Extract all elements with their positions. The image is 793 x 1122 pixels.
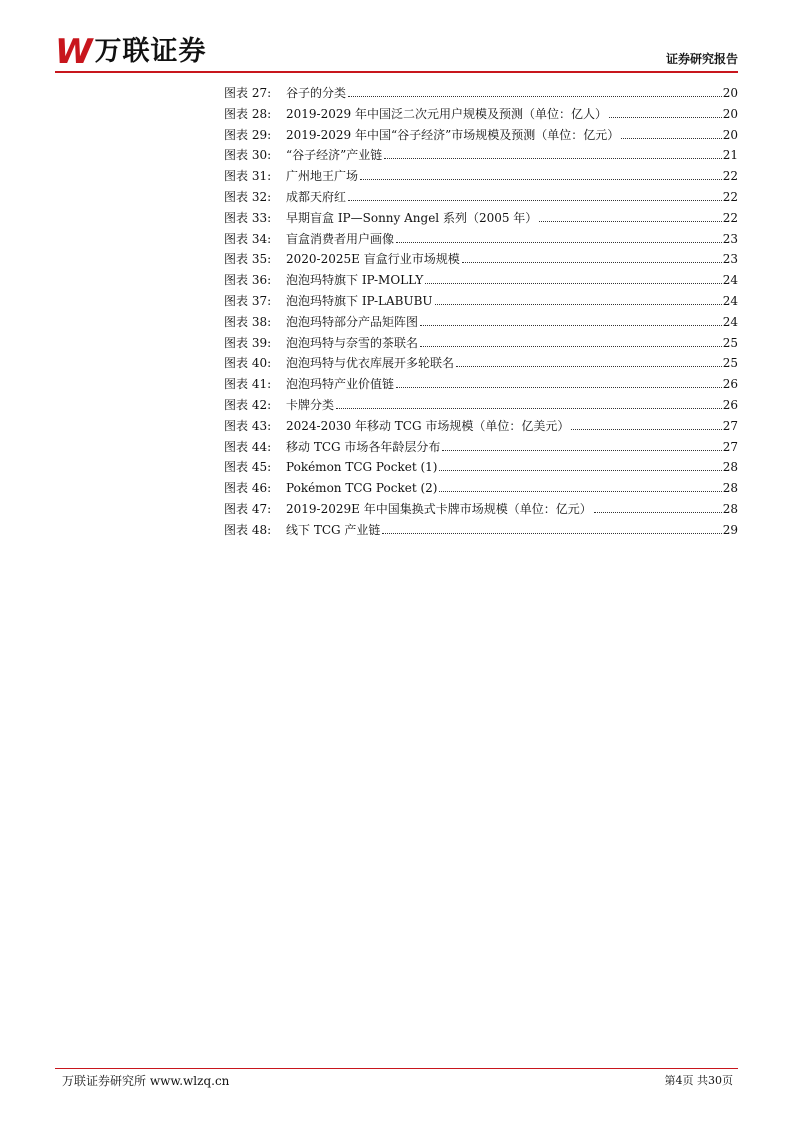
toc-leader-dots xyxy=(425,283,721,284)
toc-entry-number: 图表 48: xyxy=(224,522,272,537)
toc-entry-number: 图表 35: xyxy=(224,252,272,267)
toc-entry-page: 28 xyxy=(722,460,738,475)
toc-entry-page: 20 xyxy=(722,106,738,121)
toc-leader-dots xyxy=(336,408,722,409)
toc-entry-page: 23 xyxy=(722,252,738,267)
toc-leader-dots xyxy=(360,179,722,180)
footer-source: 万联证券研究所 www.wlzq.cn xyxy=(62,1074,230,1088)
toc-entry-title: 泡泡玛特与优衣库展开多轮联名 xyxy=(286,356,455,371)
toc-entry-page: 29 xyxy=(722,522,738,537)
page-number: 第4页 共30页 xyxy=(664,1074,733,1087)
toc-entry-number: 图表 33: xyxy=(224,210,272,225)
toc-entry-title: 2019-2029 年中国“谷子经济”市场规模及预测（单位：亿元） xyxy=(286,127,620,142)
logo-text: 万联证券 xyxy=(94,36,207,67)
toc-entry[interactable] xyxy=(224,353,738,374)
toc-entry[interactable] xyxy=(224,270,738,291)
toc-entry[interactable] xyxy=(224,208,738,229)
toc-entry-title: Pokémon TCG Pocket (2) xyxy=(286,481,438,496)
toc-entry-page: 20 xyxy=(722,127,738,142)
toc-entry-title: 泡泡玛特产业价值链 xyxy=(286,377,395,392)
toc-entry-page: 21 xyxy=(722,148,738,163)
toc-leader-dots xyxy=(420,325,722,326)
toc-entry-number: 图表 36: xyxy=(224,273,272,288)
toc-leader-dots xyxy=(435,304,722,305)
toc-entry[interactable] xyxy=(224,145,738,166)
toc-entry-title: 广州地王广场 xyxy=(286,169,359,184)
toc-entry-page: 28 xyxy=(722,501,738,516)
toc-leader-dots xyxy=(382,533,721,534)
toc-leader-dots xyxy=(439,491,721,492)
toc-entry-title: “谷子经济”产业链 xyxy=(286,148,383,163)
toc-leader-dots xyxy=(571,429,721,430)
toc-entry-page: 26 xyxy=(722,377,738,392)
toc-leader-dots xyxy=(439,470,721,471)
toc-entry-page: 20 xyxy=(722,86,738,100)
toc-leader-dots xyxy=(384,158,721,159)
toc-entry-page: 27 xyxy=(722,439,738,454)
toc-entry-number: 图表 41: xyxy=(224,377,272,392)
toc-entry-title: Pokémon TCG Pocket (1) xyxy=(286,460,438,475)
toc-entry-page: 23 xyxy=(722,231,738,246)
toc-entry[interactable] xyxy=(224,478,738,499)
toc-entry-title: 泡泡玛特旗下 IP-MOLLY xyxy=(286,273,424,288)
header-divider xyxy=(55,71,738,73)
toc-entry-title: 线下 TCG 产业链 xyxy=(286,522,381,537)
toc-leader-dots xyxy=(594,512,722,513)
toc-entry-title: 2024-2030 年移动 TCG 市场规模（单位：亿美元） xyxy=(286,418,570,433)
logo-mark: W xyxy=(55,32,91,72)
toc-entry-page: 22 xyxy=(722,189,738,204)
toc-entry-page: 24 xyxy=(722,273,738,288)
toc-entry[interactable] xyxy=(224,395,738,416)
toc-entry-page: 25 xyxy=(722,356,738,371)
toc-entry[interactable] xyxy=(224,437,738,458)
toc-leader-dots xyxy=(396,242,722,243)
toc-entry-number: 图表 31: xyxy=(224,169,272,184)
toc-entry[interactable] xyxy=(224,187,738,208)
toc-entry-title: 泡泡玛特与奈雪的茶联名 xyxy=(286,335,419,350)
toc-entry-title: 盲盒消费者用户画像 xyxy=(286,231,395,246)
toc-entry-number: 图表 45: xyxy=(224,460,272,475)
toc-entry[interactable] xyxy=(224,499,738,520)
toc-entry[interactable] xyxy=(224,374,738,395)
toc-entry-number: 图表 42: xyxy=(224,397,272,412)
toc-entry-number: 图表 30: xyxy=(224,148,272,163)
toc-entry[interactable] xyxy=(224,83,738,104)
toc-leader-dots xyxy=(420,346,722,347)
toc-entry-number: 图表 43: xyxy=(224,418,272,433)
toc-entry-title: 泡泡玛特部分产品矩阵图 xyxy=(286,314,419,329)
toc-entry-page: 24 xyxy=(722,314,738,329)
toc-entry-title: 早期盲盒 IP—Sonny Angel 系列（2005 年） xyxy=(286,210,538,225)
toc-entry[interactable] xyxy=(224,104,738,125)
toc-entry-title: 2019-2029E 年中国集换式卡牌市场规模（单位：亿元） xyxy=(286,501,592,516)
toc-entry[interactable] xyxy=(224,520,738,541)
toc-entry[interactable] xyxy=(224,312,738,333)
toc-entry-page: 26 xyxy=(722,397,738,412)
toc-entry-number: 图表 39: xyxy=(224,335,272,350)
toc-entry[interactable] xyxy=(224,291,738,312)
toc-entry-page: 22 xyxy=(722,210,738,225)
toc-leader-dots xyxy=(462,262,722,263)
toc-entry-number: 图表 37: xyxy=(224,293,272,308)
toc-entry-number: 图表 29: xyxy=(224,127,272,142)
toc-entry-number: 图表 28: xyxy=(224,106,272,121)
toc-entry-title: 卡牌分类 xyxy=(286,397,335,412)
report-type-label: 证券研究报告 xyxy=(665,52,738,66)
toc-entry[interactable] xyxy=(224,457,738,478)
toc-entry[interactable] xyxy=(224,416,738,437)
figure-index-list xyxy=(224,83,738,541)
toc-entry-page: 22 xyxy=(722,169,738,184)
toc-entry[interactable] xyxy=(224,249,738,270)
toc-entry-number: 图表 46: xyxy=(224,481,272,496)
toc-entry-page: 24 xyxy=(722,293,738,308)
toc-leader-dots xyxy=(348,96,722,97)
toc-entry-number: 图表 27: xyxy=(224,86,272,100)
toc-entry-title: 移动 TCG 市场各年龄层分布 xyxy=(286,439,441,454)
toc-entry-number: 图表 40: xyxy=(224,356,272,371)
page-header xyxy=(55,32,738,72)
toc-entry-number: 图表 44: xyxy=(224,439,272,454)
toc-leader-dots xyxy=(539,221,721,222)
toc-entry-page: 25 xyxy=(722,335,738,350)
toc-entry-page: 28 xyxy=(722,481,738,496)
toc-leader-dots xyxy=(621,138,722,139)
toc-entry-page: 27 xyxy=(722,418,738,433)
toc-entry-number: 图表 47: xyxy=(224,501,272,516)
toc-entry-number: 图表 34: xyxy=(224,231,272,246)
toc-entry-title: 谷子的分类 xyxy=(286,86,347,100)
toc-entry-title: 泡泡玛特旗下 IP-LABUBU xyxy=(286,293,433,308)
company-logo xyxy=(55,34,207,70)
toc-leader-dots xyxy=(442,450,721,451)
toc-leader-dots xyxy=(348,200,722,201)
toc-leader-dots xyxy=(456,366,722,367)
toc-leader-dots xyxy=(396,387,722,388)
toc-entry-title: 2019-2029 年中国泛二次元用户规模及预测（单位：亿人） xyxy=(286,106,607,121)
toc-entry-title: 2020-2025E 盲盒行业市场规模 xyxy=(286,252,460,267)
toc-entry[interactable] xyxy=(224,229,738,250)
toc-entry-title: 成都天府红 xyxy=(286,189,347,204)
toc-entry-number: 图表 38: xyxy=(224,314,272,329)
toc-entry[interactable] xyxy=(224,166,738,187)
toc-entry-number: 图表 32: xyxy=(224,189,272,204)
toc-leader-dots xyxy=(609,117,722,118)
toc-entry[interactable] xyxy=(224,125,738,146)
toc-entry[interactable] xyxy=(224,333,738,354)
footer-divider xyxy=(55,1068,738,1069)
